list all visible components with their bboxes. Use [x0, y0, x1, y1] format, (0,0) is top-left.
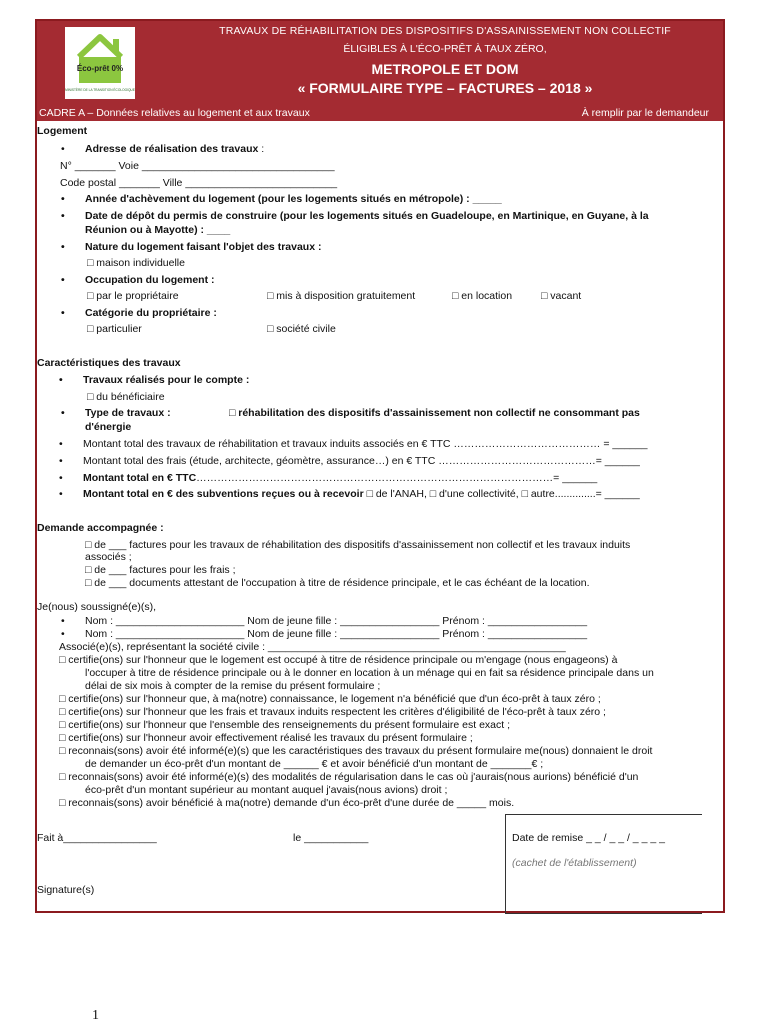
montant-total-field[interactable] — [83, 472, 597, 484]
type-travaux-label: • Type de travaux : — [85, 407, 171, 419]
checkbox-proprietaire[interactable]: □ par le propriétaire — [87, 290, 179, 302]
nom-field-1[interactable]: • Nom : ______________________ Nom de jeune fille : _________________ Prénom : _________________ — [85, 615, 587, 627]
checkbox-societe-civile[interactable]: □ société civile — [267, 323, 336, 335]
checkbox-certif-exact[interactable]: □ certifie(ons) sur l'honneur que l'ensemble des renseignements du présent formulaire est exact ; — [59, 719, 510, 731]
annee-field[interactable]: • Année d'achèvement du logement (pour les logements situés en métropole) : _____ — [85, 193, 502, 205]
logo-subtext: MINISTÈRE DE LA TRANSITION ÉCOLOGIQUE — [65, 88, 135, 92]
cadre-a-title: CADRE A – Données relatives au logement et aux travaux — [39, 107, 310, 119]
montant-travaux-field[interactable]: • Montant total des travaux de réhabilitation et travaux induits associés en € TTC …………………………………… = ______ — [83, 438, 647, 450]
header-title-block — [167, 25, 723, 96]
categorie-label: • Catégorie du propriétaire : — [85, 307, 217, 319]
nature-label: • Nature du logement faisant l'objet des travaux : — [85, 241, 321, 253]
checkbox-reconnais-regularisation[interactable]: □ reconnais(sons) avoir été informé(e)(s) des modalités de régularisation dans le cas où j'aurais(nous aurions) bénéficié d'un — [59, 771, 639, 783]
reconnais-regularisation-cont: éco-prêt d'un montant supérieur au montant auquel j'avais(nous avions) droit ; — [85, 784, 448, 796]
adresse-label: Adresse de réalisation des travaux — [85, 143, 259, 155]
declaration-intro: Je(nous) soussigné(e)(s), — [37, 601, 157, 613]
section-travaux-title: Caractéristiques des travaux — [37, 357, 181, 369]
eco-pret-logo — [65, 27, 135, 99]
checkbox-vacant[interactable]: □ vacant — [541, 290, 582, 302]
checkbox-reconnais-duree[interactable]: □ reconnais(sons) avoir bénéficié à ma(notre) demande d'un éco-prêt d'une durée de _____ mois. — [59, 797, 515, 809]
checkbox-factures-frais[interactable]: □ de ___ factures pour les frais ; — [85, 564, 236, 576]
house-logo-icon — [65, 27, 135, 99]
pour-compte-label: • Travaux réalisés pour le compte : — [83, 374, 249, 386]
form-header — [37, 21, 723, 105]
factures-travaux-cont: associés ; — [85, 551, 132, 563]
certif-occupation-cont-2: délai de six mois à compter de la remise du présent formulaire ; — [85, 680, 381, 692]
subventions-label: Montant total en € des subventions reçues ou à recevoir — [83, 488, 364, 500]
cachet-label: (cachet de l'établissement) — [512, 857, 637, 869]
date-remise-field[interactable]: Date de remise _ _ / _ _ / _ _ _ _ — [512, 832, 665, 844]
section-demande-title: Demande accompagnée : — [37, 522, 164, 534]
depot-field-cont: Réunion ou à Mayotte) : ____ — [85, 224, 231, 236]
fait-a-field[interactable]: Fait à________________ — [37, 832, 157, 844]
num-voie-field[interactable]: N° _______ Voie _________________________________ — [60, 160, 335, 172]
logo-text: Éco-prêt 0% — [76, 64, 124, 73]
subventions-options[interactable]: □ de l'ANAH, □ d'une collectivité, □ autre..............= ______ — [363, 488, 640, 500]
checkbox-reconnais-caracteristiques[interactable]: □ reconnais(sons) avoir été informé(e)(s) que les caractéristiques des travaux du présent formulaire me(nous) donnaient le droit — [59, 745, 653, 757]
checkbox-gratuit[interactable]: □ mis à disposition gratuitement — [267, 290, 416, 302]
checkbox-particulier[interactable]: □ particulier — [87, 323, 142, 335]
adresse-colon: : — [258, 143, 265, 155]
checkbox-rehabilitation[interactable]: □ réhabilitation des dispositifs d'assainissement non collectif ne consommant pas — [229, 407, 640, 419]
checkbox-location[interactable]: □ en location — [452, 290, 513, 302]
checkbox-factures-travaux[interactable]: □ de ___ factures pour les travaux de réhabilitation des dispositifs d'assainissement non collectif et les travaux induits — [85, 539, 631, 551]
cadre-a-instruction: À remplir par le demandeur — [581, 107, 709, 119]
page-number: 1 — [92, 1008, 99, 1023]
signatures-label: Signature(s) — [37, 884, 95, 896]
montant-total-dots: …………………………………………………………………………………………= ______ — [196, 472, 598, 484]
certif-occupation-cont-1: l'occuper à titre de résidence principale ou à le donner en location à un ménage qui en fait sa résidence principale dans un — [85, 667, 654, 679]
cp-ville-field[interactable]: Code postal _______ Ville __________________________ — [60, 177, 338, 189]
montant-total-label: Montant total en € TTC — [83, 472, 197, 484]
header-line-2: ÉLIGIBLES À L'ÉCO-PRÊT À TAUX ZÉRO, — [343, 43, 547, 55]
date-le-field[interactable]: le ___________ — [293, 832, 369, 844]
header-line-1: TRAVAUX DE RÉHABILITATION DES DISPOSITIFS D'ASSAINISSEMENT NON COLLECTIF — [219, 25, 671, 37]
checkbox-documents[interactable]: □ de ___ documents attestant de l'occupation à titre de résidence principale, et le cas échéant de la location. — [85, 577, 590, 589]
montant-frais-field[interactable]: • Montant total des frais (étude, architecte, géomètre, assurance…) en € TTC ………………………………………= ______ — [83, 455, 640, 467]
occupation-label: • Occupation du logement : — [85, 274, 215, 286]
adresse-item — [85, 143, 264, 155]
checkbox-beneficiaire[interactable]: □ du bénéficiaire — [87, 391, 165, 403]
associe-field[interactable]: Associé(e)(s), représentant la société civile : ___________________________________________________ — [59, 641, 566, 653]
cadre-a-bar — [37, 105, 723, 121]
form-frame — [35, 19, 725, 913]
header-line-3: METROPOLE ET DOM — [371, 61, 519, 77]
reconnais-caracteristiques-cont: de demander un éco-prêt d'un montant de ______ € et avoir bénéficié d'un montant de _______€ ; — [85, 758, 544, 770]
nom-field-2[interactable]: • Nom : ______________________ Nom de jeune fille : _________________ Prénom : _________________ — [85, 628, 587, 640]
checkbox-certif-realise[interactable]: □ certifie(ons) sur l'honneur avoir effectivement réalisé les travaux du présent formulaire ; — [59, 732, 473, 744]
section-logement-title: Logement — [37, 125, 88, 137]
depot-field[interactable]: • Date de dépôt du permis de construire (pour les logements situés en Guadeloupe, en Martinique, en Guyane, à la — [85, 210, 649, 222]
cachet-box — [505, 814, 702, 914]
form-title: « FORMULAIRE TYPE – FACTURES – 2018 » — [297, 80, 593, 96]
subventions-field[interactable] — [83, 488, 640, 500]
checkbox-certif-occupation[interactable]: □ certifie(ons) sur l'honneur que le logement est occupé à titre de résidence principale ou m'engage (nous engageons) à — [59, 654, 618, 666]
rehabilitation-cont: d'énergie — [85, 421, 132, 433]
checkbox-certif-eco-pret[interactable]: □ certifie(ons) sur l'honneur que, à ma(notre) connaissance, le logement n'a bénéficié que d'un éco-prêt à taux zéro ; — [59, 693, 601, 705]
checkbox-maison-individuelle[interactable]: □ maison individuelle — [87, 257, 185, 269]
checkbox-certif-criteres[interactable]: □ certifie(ons) sur l'honneur que les frais et travaux induits respectent les critères d'éligibilité de l'éco-prêt à taux zéro ; — [59, 706, 606, 718]
